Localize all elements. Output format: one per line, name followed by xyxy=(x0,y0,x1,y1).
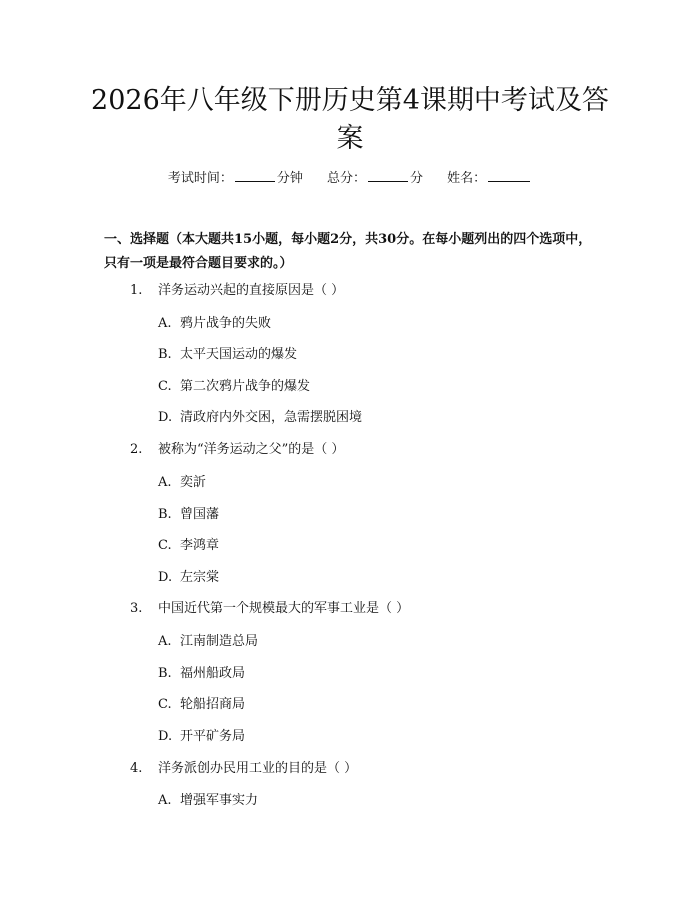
page-title: 2026年八年级下册历史第4课期中考试及答案 xyxy=(91,85,609,154)
option-text: 鸦片战争的失败 xyxy=(180,316,272,331)
exam-time-unit: 分钟 xyxy=(276,171,303,186)
question-3 xyxy=(130,599,409,619)
option-letter: B. xyxy=(158,347,172,362)
option-letter: B. xyxy=(158,507,172,522)
option-letter: A. xyxy=(158,475,172,490)
option-text: 开平矿务局 xyxy=(180,729,246,744)
option-text: 太平天国运动的爆发 xyxy=(180,347,298,362)
option-letter: C. xyxy=(158,379,172,394)
option-letter: C. xyxy=(158,538,172,553)
question-3-option-c[interactable] xyxy=(158,695,245,715)
question-1 xyxy=(130,281,344,301)
question-text: 洋务派创办民用工业的目的是（ ） xyxy=(158,761,358,776)
question-2-option-a[interactable] xyxy=(158,473,206,493)
total-score-unit: 分 xyxy=(410,171,424,186)
question-number: 4. xyxy=(130,761,143,776)
question-number: 2. xyxy=(130,442,143,457)
option-text: 曾国藩 xyxy=(180,507,220,522)
question-3-option-a[interactable] xyxy=(158,632,258,652)
question-text: 洋务运动兴起的直接原因是（ ） xyxy=(158,283,345,298)
option-letter: D. xyxy=(158,410,173,425)
question-1-option-a[interactable] xyxy=(158,314,271,334)
option-text: 福州船政局 xyxy=(180,666,246,681)
option-letter: C. xyxy=(158,697,172,712)
question-4 xyxy=(130,759,357,779)
option-letter: D. xyxy=(158,570,173,585)
question-2-option-b[interactable] xyxy=(158,505,219,525)
option-letter: D. xyxy=(158,729,173,744)
option-text: 增强军事实力 xyxy=(180,793,259,808)
question-text: 被称为“洋务运动之父”的是（ ） xyxy=(158,442,345,457)
name-field xyxy=(447,168,532,189)
option-text: 江南制造总局 xyxy=(180,634,259,649)
question-3-option-d[interactable] xyxy=(158,727,245,747)
total-score-field xyxy=(327,168,423,189)
question-number: 1. xyxy=(130,283,143,298)
option-text: 奕訢 xyxy=(180,475,207,490)
option-text: 左宗棠 xyxy=(180,570,220,585)
total-score-blank[interactable] xyxy=(368,168,408,182)
name-label: 姓名： xyxy=(447,171,487,186)
question-number: 3. xyxy=(130,601,143,616)
question-1-option-b[interactable] xyxy=(158,345,297,365)
exam-time-field xyxy=(168,168,303,189)
exam-time-label: 考试时间： xyxy=(167,171,233,186)
question-1-option-c[interactable] xyxy=(158,377,310,397)
option-letter: A. xyxy=(158,634,172,649)
question-4-option-a[interactable] xyxy=(158,791,258,811)
option-text: 轮船招商局 xyxy=(180,697,246,712)
option-text: 清政府内外交困，急需摆脱困境 xyxy=(180,410,363,425)
section-heading: 一、选择题（本大题共15小题，每小题2分，共30分。在每小题列出的四个选项中，只有一项是最符合题目要求的。） xyxy=(104,232,592,271)
question-2-option-d[interactable] xyxy=(158,568,219,588)
question-3-option-b[interactable] xyxy=(158,664,245,684)
question-2 xyxy=(130,440,344,460)
question-2-option-c[interactable] xyxy=(158,536,219,556)
option-letter: A. xyxy=(158,793,172,808)
option-letter: A. xyxy=(158,316,172,331)
name-blank[interactable] xyxy=(488,168,530,182)
question-text: 中国近代第一个规模最大的军事工业是（ ） xyxy=(158,601,410,616)
exam-info-line xyxy=(0,168,700,189)
exam-time-blank[interactable] xyxy=(235,168,275,182)
option-text: 李鸿章 xyxy=(180,538,220,553)
total-score-label: 总分： xyxy=(326,171,366,186)
option-text: 第二次鸦片战争的爆发 xyxy=(180,379,311,394)
question-1-option-d[interactable] xyxy=(158,408,362,428)
option-letter: B. xyxy=(158,666,172,681)
